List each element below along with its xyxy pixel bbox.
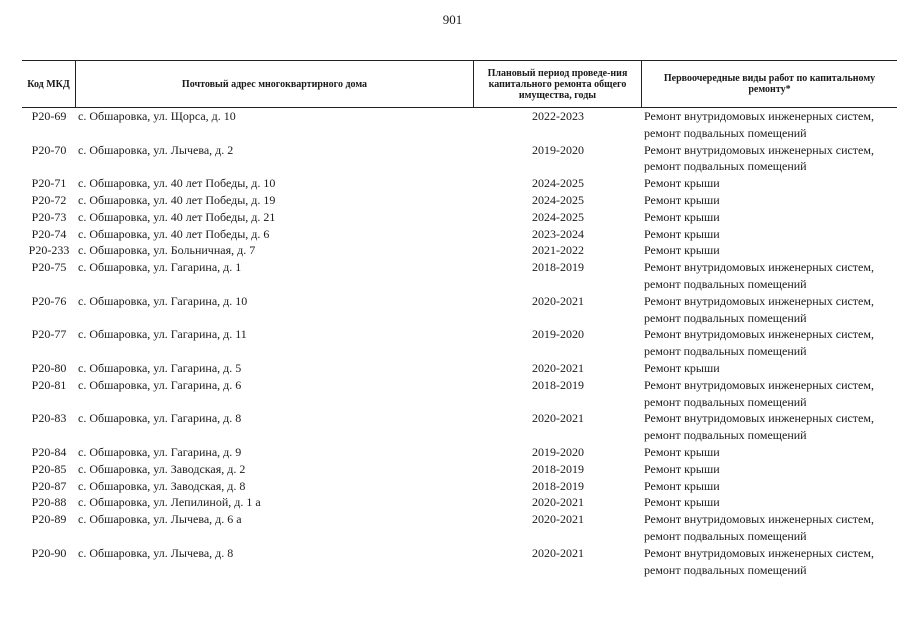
repair-works-line: Ремонт внутридомовых инженерных систем, [644,260,874,275]
repair-works-line: Ремонт внутридомовых инженерных систем, [644,327,874,342]
repair-works-line: Ремонт внутридомовых инженерных систем, [644,142,874,157]
repair-period: 2019-2020 [532,444,584,459]
repair-works-line: Ремонт крыши [644,360,720,375]
mkd-code: Р20-73 [31,209,67,224]
table-row [22,242,897,259]
mkd-address: с. Обшаровка, ул. Гагарина, д. 6 [78,377,242,392]
mkd-code: Р20-84 [31,444,67,459]
capital-repair-table [22,60,897,578]
repair-works-line: Ремонт крыши [644,226,720,241]
mkd-code: Р20-81 [31,377,67,392]
mkd-code: Р20-69 [31,109,67,123]
repair-works [642,209,897,226]
repair-works [642,360,897,377]
mkd-address: с. Обшаровка, ул. Лычева, д. 2 [78,142,234,157]
table-row [22,326,897,360]
repair-works [642,108,897,142]
table-row [22,259,897,293]
table-row [22,444,897,461]
repair-period: 2024-2025 [532,209,584,224]
repair-period: 2020-2021 [532,495,584,510]
table-row [22,511,897,545]
mkd-address: с. Обшаровка, ул. Заводская, д. 2 [78,461,246,476]
repair-period: 2020-2021 [532,293,584,308]
repair-works-line: ремонт подвальных помещений [644,125,807,140]
mkd-code: Р20-233 [28,243,70,258]
mkd-address: с. Обшаровка, ул. Гагарина, д. 5 [78,360,242,375]
repair-works-line: Ремонт крыши [644,192,720,207]
repair-period: 2021-2022 [532,243,584,258]
table-row [22,377,897,411]
repair-works [642,545,897,579]
repair-period: 2023-2024 [532,226,584,241]
repair-works [642,326,897,360]
table-body [22,108,897,578]
mkd-address: с. Обшаровка, ул. 40 лет Победы, д. 21 [78,209,276,224]
table-row [22,360,897,377]
repair-works-line: Ремонт крыши [644,243,720,258]
repair-works-line: ремонт подвальных помещений [644,344,807,359]
table-row [22,293,897,327]
repair-works-line: ремонт подвальных помещений [644,276,807,291]
mkd-code: Р20-85 [31,461,67,476]
table-row [22,108,897,142]
repair-works [642,293,897,327]
repair-works-line: Ремонт внутридомовых инженерных систем, [644,293,874,308]
repair-works [642,461,897,478]
repair-works-line: ремонт подвальных помещений [644,528,807,543]
repair-works-line: Ремонт крыши [644,176,720,191]
repair-works-line: Ремонт внутридомовых инженерных систем, [644,411,874,426]
table-row [22,545,897,579]
repair-works [642,242,897,259]
repair-works-line: Ремонт крыши [644,478,720,493]
mkd-address: с. Обшаровка, ул. 40 лет Победы, д. 10 [78,176,276,191]
mkd-code: Р20-88 [31,495,67,510]
repair-works [642,410,897,444]
repair-works [642,175,897,192]
repair-works-line: Ремонт внутридомовых инженерных систем, [644,545,874,560]
mkd-code: Р20-90 [31,545,67,560]
repair-works [642,377,897,411]
table-header [22,60,897,108]
repair-works [642,226,897,243]
header-code: Код МКД [22,61,76,107]
mkd-code: Р20-80 [31,360,67,375]
repair-period: 2018-2019 [532,377,584,392]
mkd-address: с. Обшаровка, ул. Гагарина, д. 1 [78,260,242,275]
table-row [22,226,897,243]
mkd-code: Р20-83 [31,411,67,426]
table-row [22,494,897,511]
mkd-address: с. Обшаровка, ул. Лычева, д. 6 а [78,512,242,527]
repair-works-line: Ремонт крыши [644,461,720,476]
mkd-code: Р20-77 [31,327,67,342]
header-works: Первоочередные виды работ по капитальному ремонту* [663,73,876,95]
repair-works [642,259,897,293]
repair-period: 2020-2021 [532,411,584,426]
repair-period: 2019-2020 [532,142,584,157]
repair-works [642,494,897,511]
table-row [22,461,897,478]
mkd-address: с. Обшаровка, ул. 40 лет Победы, д. 19 [78,192,276,207]
table-row [22,192,897,209]
mkd-address: с. Обшаровка, ул. Гагарина, д. 10 [78,293,248,308]
repair-works-line: ремонт подвальных помещений [644,394,807,409]
repair-works-line: Ремонт внутридомовых инженерных систем, [644,512,874,527]
repair-works [642,478,897,495]
repair-works [642,444,897,461]
mkd-code: Р20-70 [31,142,67,157]
repair-works-line: Ремонт крыши [644,444,720,459]
repair-period: 2024-2025 [532,176,584,191]
mkd-code: Р20-87 [31,478,67,493]
repair-works-line: ремонт подвальных помещений [644,159,807,174]
table-row [22,175,897,192]
header-address: Почтовый адрес многоквартирного дома [76,61,474,107]
repair-works-line: ремонт подвальных помещений [644,310,807,325]
repair-works [642,511,897,545]
table-row [22,209,897,226]
repair-period: 2020-2021 [532,545,584,560]
repair-works-line: Ремонт внутридомовых инженерных систем, [644,377,874,392]
mkd-code: Р20-71 [31,176,67,191]
repair-works-line: Ремонт внутридомовых инженерных систем, [644,109,874,123]
repair-period: 2024-2025 [532,192,584,207]
repair-works-line: ремонт подвальных помещений [644,562,807,577]
table-row [22,478,897,495]
repair-works-line: Ремонт крыши [644,209,720,224]
mkd-code: Р20-74 [31,226,67,241]
repair-period: 2018-2019 [532,478,584,493]
mkd-address: с. Обшаровка, ул. Лепилиной, д. 1 а [78,495,261,510]
repair-works [642,142,897,176]
mkd-address: с. Обшаровка, ул. Щорса, д. 10 [78,109,236,123]
page-number: 901 [442,12,463,27]
mkd-address: с. Обшаровка, ул. 40 лет Победы, д. 6 [78,226,270,241]
repair-period: 2018-2019 [532,260,584,275]
repair-period: 2020-2021 [532,512,584,527]
table-row [22,410,897,444]
repair-works [642,192,897,209]
mkd-code: Р20-76 [31,293,67,308]
mkd-address: с. Обшаровка, ул. Лычева, д. 8 [78,545,234,560]
mkd-address: с. Обшаровка, ул. Гагарина, д. 9 [78,444,242,459]
repair-period: 2022-2023 [532,109,584,123]
mkd-address: с. Обшаровка, ул. Гагарина, д. 8 [78,411,242,426]
mkd-address: с. Обшаровка, ул. Гагарина, д. 11 [78,327,247,342]
mkd-code: Р20-89 [31,512,67,527]
table-row [22,142,897,176]
repair-works-line: ремонт подвальных помещений [644,428,807,443]
mkd-code: Р20-72 [31,192,67,207]
repair-period: 2019-2020 [532,327,584,342]
mkd-code: Р20-75 [31,260,67,275]
repair-works-line: Ремонт крыши [644,495,720,510]
repair-period: 2018-2019 [532,461,584,476]
header-period: Плановый период проведе-ния капитального ремонта общего имущества, годы [474,61,642,107]
mkd-address: с. Обшаровка, ул. Заводская, д. 8 [78,478,246,493]
mkd-address: с. Обшаровка, ул. Больничная, д. 7 [78,243,256,258]
repair-period: 2020-2021 [532,360,584,375]
